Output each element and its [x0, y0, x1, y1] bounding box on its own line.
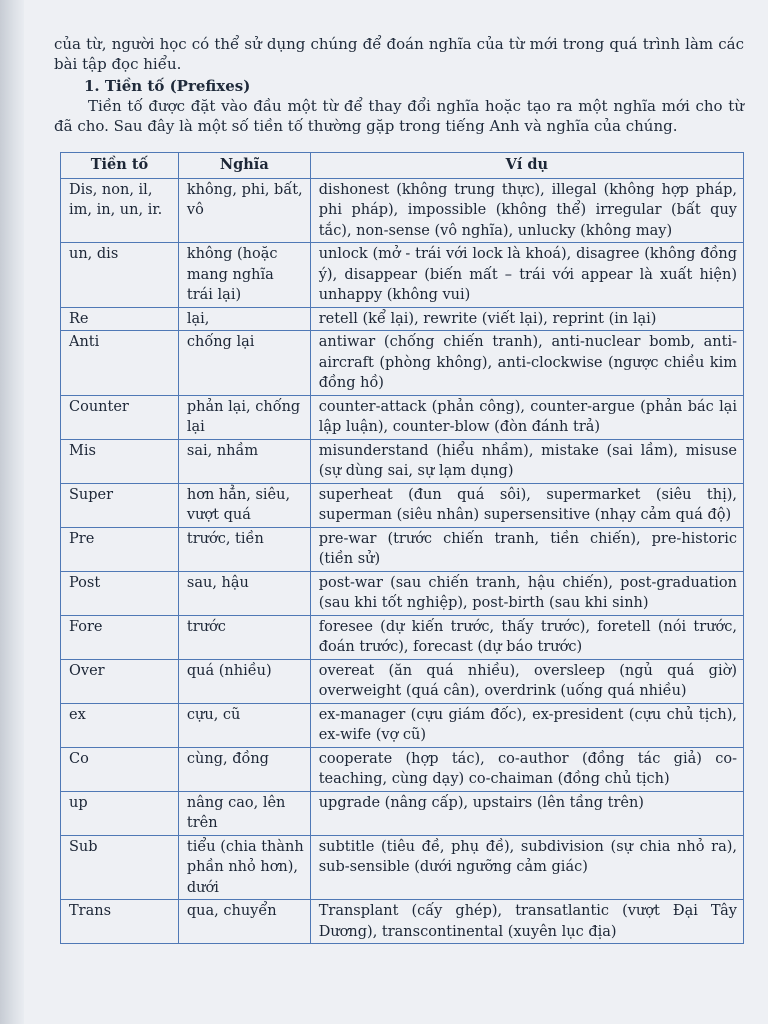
prefix-cell: Co [61, 747, 179, 791]
meaning-cell: sau, hậu [178, 571, 310, 615]
intro-line: của từ, người học có thể sử dụng chúng để đoán nghĩa của từ mới trong quá trình làm các bài tập đọc hiểu. [54, 35, 744, 73]
meaning-cell: sai, nhầm [178, 439, 310, 483]
prefix-cell: Counter [61, 395, 179, 439]
example-cell: overeat (ăn quá nhiều), oversleep (ngủ quá giờ) overweight (quá cân), overdrink (uống quá nhiều) [310, 659, 743, 703]
example-cell: upgrade (nâng cấp), upstairs (lên tầng trên) [310, 791, 743, 835]
table-row [61, 835, 744, 900]
example-cell: dishonest (không trung thực), illegal (không hợp pháp, phi pháp), impossible (không thể) irregular (bất quy tắc), non-sense (vô nghĩa), unlucky (không may) [310, 178, 743, 243]
prefix-cell: Mis [61, 439, 179, 483]
prefix-table [60, 152, 744, 944]
meaning-cell: cựu, cũ [178, 703, 310, 747]
book-spine-shadow [0, 0, 24, 1024]
prefix-cell: Over [61, 659, 179, 703]
prefix-cell: Dis, non, il, im, in, un, ir. [61, 178, 179, 243]
header-prefix: Tiền tố [61, 153, 179, 179]
intro-text [54, 34, 744, 136]
table-row [61, 483, 744, 527]
prefix-cell: Re [61, 307, 179, 331]
section-title: 1. Tiền tố (Prefixes) [84, 77, 251, 95]
example-cell: retell (kể lại), rewrite (viết lại), reprint (in lại) [310, 307, 743, 331]
prefix-cell: up [61, 791, 179, 835]
table-row [61, 331, 744, 396]
table-row [61, 178, 744, 243]
header-example: Ví dụ [310, 153, 743, 179]
example-cell: Transplant (cấy ghép), transatlantic (vượt Đại Tây Dương), transcontinental (xuyên lục địa) [310, 900, 743, 944]
table-row [61, 659, 744, 703]
example-cell: foresee (dự kiến trước, thấy trước), foretell (nói trước, đoán trước), forecast (dự báo trước) [310, 615, 743, 659]
table-row [61, 703, 744, 747]
meaning-cell: trước, tiền [178, 527, 310, 571]
meaning-cell: tiểu (chia thành phần nhỏ hơn), dưới [178, 835, 310, 900]
prefix-cell: un, dis [61, 243, 179, 308]
table-row [61, 527, 744, 571]
example-cell: counter-attack (phản công), counter-argue (phản bác lại lập luận), counter-blow (đòn đánh trả) [310, 395, 743, 439]
table-row [61, 307, 744, 331]
meaning-cell: lại, [178, 307, 310, 331]
table-header-row [61, 153, 744, 179]
table-body [61, 178, 744, 944]
meaning-cell: phản lại, chống lại [178, 395, 310, 439]
prefix-cell: Trans [61, 900, 179, 944]
intro-paragraph: Tiền tố được đặt vào đầu một từ để thay đổi nghĩa hoặc tạo ra một nghĩa mới cho từ đã cho. Sau đây là một số tiền tố thường gặp trong tiếng Anh và nghĩa của chúng. [54, 97, 744, 135]
meaning-cell: cùng, đồng [178, 747, 310, 791]
meaning-cell: nâng cao, lên trên [178, 791, 310, 835]
prefix-cell: Sub [61, 835, 179, 900]
table-row [61, 571, 744, 615]
table-row [61, 439, 744, 483]
prefix-cell: Pre [61, 527, 179, 571]
example-cell: misunderstand (hiểu nhầm), mistake (sai lầm), misuse (sự dùng sai, sự lạm dụng) [310, 439, 743, 483]
prefix-cell: Fore [61, 615, 179, 659]
prefix-cell: Anti [61, 331, 179, 396]
meaning-cell: trước [178, 615, 310, 659]
meaning-cell: chống lại [178, 331, 310, 396]
header-meaning: Nghĩa [178, 153, 310, 179]
table-row [61, 615, 744, 659]
meaning-cell: không, phi, bất, vô [178, 178, 310, 243]
table-row [61, 395, 744, 439]
meaning-cell: qua, chuyển [178, 900, 310, 944]
table-row [61, 747, 744, 791]
example-cell: ex-manager (cựu giám đốc), ex-president (cựu chủ tịch), ex-wife (vợ cũ) [310, 703, 743, 747]
table-row [61, 900, 744, 944]
table-row [61, 791, 744, 835]
table-row [61, 243, 744, 308]
meaning-cell: không (hoặc mang nghĩa trái lại) [178, 243, 310, 308]
example-cell: subtitle (tiêu đề, phụ đề), subdivision (sự chia nhỏ ra), sub-sensible (dưới ngưỡng cảm giác) [310, 835, 743, 900]
example-cell: cooperate (hợp tác), co-author (đồng tác giả) co-teaching, cùng dạy) co-chaiman (đồng chủ tịch) [310, 747, 743, 791]
meaning-cell: hơn hẳn, siêu, vượt quá [178, 483, 310, 527]
example-cell: pre-war (trước chiến tranh, tiền chiến), pre-historic (tiền sử) [310, 527, 743, 571]
meaning-cell: quá (nhiều) [178, 659, 310, 703]
prefix-cell: Post [61, 571, 179, 615]
example-cell: antiwar (chống chiến tranh), anti-nuclear bomb, anti-aircraft (phòng không), anti-clockwise (ngược chiều kim đồng hồ) [310, 331, 743, 396]
prefix-cell: Super [61, 483, 179, 527]
prefix-cell: ex [61, 703, 179, 747]
example-cell: post-war (sau chiến tranh, hậu chiến), post-graduation (sau khi tốt nghiệp), post-birth (sau khi sinh) [310, 571, 743, 615]
example-cell: superheat (đun quá sôi), supermarket (siêu thị), superman (siêu nhân) supersensitive (nhạy cảm quá độ) [310, 483, 743, 527]
example-cell: unlock (mở - trái với lock là khoá), disagree (không đồng ý), disappear (biến mất – trái với appear là xuất hiện) unhappy (không vui) [310, 243, 743, 308]
